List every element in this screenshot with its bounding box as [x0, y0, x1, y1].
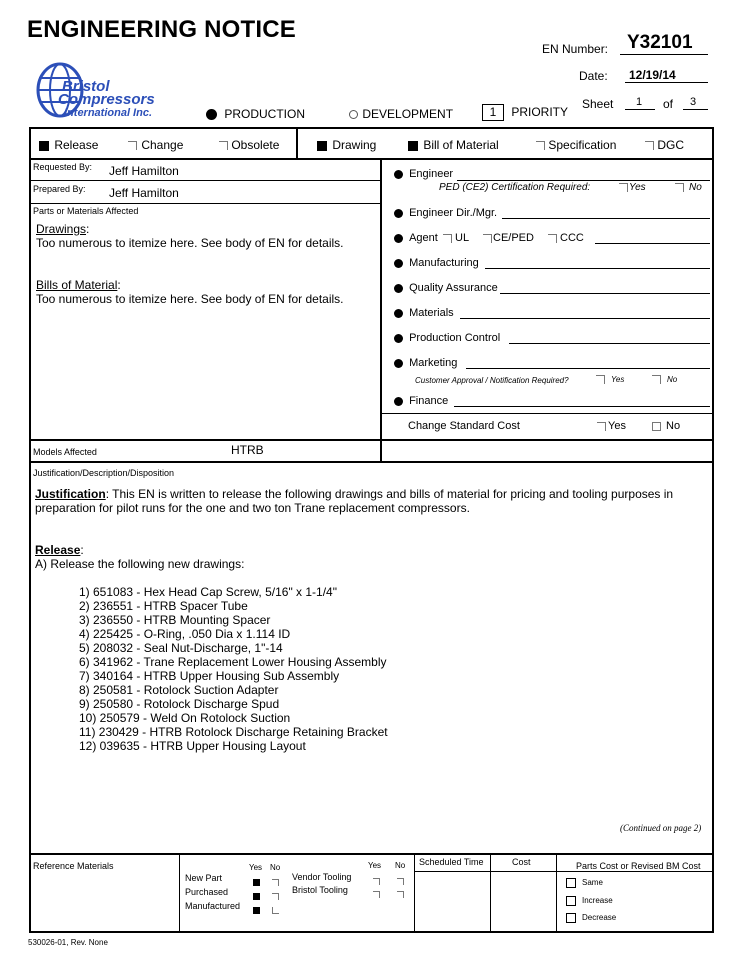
- manufactured-yes[interactable]: [253, 902, 260, 920]
- checkbox-empty-icon: [483, 234, 492, 243]
- checkbox-empty-icon: [373, 891, 380, 898]
- scheduled-time-label: Scheduled Time: [419, 857, 484, 867]
- vendor-tooling-label: Vendor Tooling: [292, 872, 352, 882]
- en-number-label: EN Number:: [542, 42, 609, 56]
- bullet-icon: [394, 209, 403, 218]
- ped-yes-option[interactable]: Yes: [619, 182, 646, 193]
- checkbox-empty-icon: [536, 141, 545, 150]
- approval-marketing[interactable]: Marketing: [394, 357, 457, 369]
- type-dgc[interactable]: DGC: [645, 138, 684, 152]
- requested-by-value[interactable]: Jeff Hamilton: [109, 164, 179, 178]
- en-number: Y32101: [627, 32, 693, 53]
- bullet-icon: [394, 334, 403, 343]
- checkbox-empty-icon: [645, 141, 654, 150]
- checkbox-empty-icon: [373, 878, 380, 885]
- checkbox-empty-icon: [566, 913, 576, 923]
- release-items-list: [79, 585, 388, 753]
- bullet-icon: [394, 170, 403, 179]
- agent-ceped-option[interactable]: CE/PED: [483, 232, 534, 244]
- checkbox-empty-icon: [219, 141, 228, 150]
- drawings-heading: Drawings:: [36, 222, 90, 236]
- approval-manufacturing[interactable]: Manufacturing: [394, 257, 479, 269]
- models-affected-value[interactable]: HTRB: [231, 443, 264, 457]
- development-option[interactable]: DEVELOPMENT: [349, 107, 453, 121]
- cost-same-option[interactable]: Same: [566, 878, 603, 888]
- checkbox-empty-icon: [397, 878, 404, 885]
- checkbox-checked-icon: [408, 141, 418, 151]
- radio-selected-icon: [206, 109, 217, 120]
- checkbox-empty-icon: [652, 422, 661, 431]
- checkbox-empty-icon: [597, 422, 606, 431]
- checkbox-checked-icon: [253, 879, 260, 886]
- bullet-icon: [394, 309, 403, 318]
- customer-approval-no[interactable]: No: [652, 375, 677, 384]
- drawings-text: Too numerous to itemize here. See body of EN for details.: [36, 236, 344, 250]
- list-item: 5) 208032 - Seal Nut-Discharge, 1"-14: [79, 641, 283, 655]
- list-item: 7) 340164 - HTRB Upper Housing Sub Assembly: [79, 669, 340, 683]
- approval-engineer[interactable]: Engineer: [394, 168, 453, 180]
- checkbox-empty-icon: [675, 183, 684, 192]
- bullet-icon: [394, 234, 403, 243]
- release-intro: A) Release the following new drawings:: [35, 557, 245, 571]
- continued-note: (Continued on page 2): [620, 823, 702, 833]
- checkbox-empty-icon: [566, 878, 576, 888]
- logo-line1: Bristol: [62, 78, 110, 95]
- list-item: 11) 230429 - HTRB Rotolock Discharge Retaining Bracket: [79, 725, 388, 739]
- requested-by-label: Requested By:: [33, 162, 93, 172]
- list-item: 3) 236550 - HTRB Mounting Spacer: [79, 613, 271, 627]
- list-item: 9) 250580 - Rotolock Discharge Spud: [79, 697, 280, 711]
- cost-increase-option[interactable]: Increase: [566, 896, 613, 906]
- date-value: 12/19/14: [629, 68, 676, 82]
- customer-approval-yes[interactable]: Yes: [596, 375, 624, 384]
- bristol-tooling-label: Bristol Tooling: [292, 885, 348, 895]
- customer-approval-label: Customer Approval / Notification Required?: [415, 376, 569, 385]
- checkbox-empty-icon: [566, 896, 576, 906]
- checkbox-empty-icon: [272, 879, 279, 886]
- tooling-no-header: No: [395, 861, 406, 870]
- type-change[interactable]: Change: [128, 138, 183, 152]
- std-cost-no-option[interactable]: No: [652, 420, 680, 432]
- page-title: ENGINEERING NOTICE: [27, 16, 296, 43]
- manufactured-label: Manufactured: [185, 901, 241, 911]
- bristol-tooling-no[interactable]: [397, 886, 404, 904]
- sheet-number: 1: [636, 96, 643, 108]
- approval-engineer-dir[interactable]: Engineer Dir./Mgr.: [394, 207, 497, 219]
- bristol-tooling-yes[interactable]: [373, 886, 380, 904]
- yes-header: Yes: [249, 863, 263, 872]
- priority-number: 1: [482, 104, 504, 121]
- purchased-label: Purchased: [185, 887, 229, 897]
- list-item: 12) 039635 - HTRB Upper Housing Layout: [79, 739, 306, 753]
- parts-affected-label: Parts or Materials Affected: [33, 206, 139, 216]
- bom-text: Too numerous to itemize here. See body of EN for details.: [36, 292, 344, 306]
- priority-field[interactable]: 1 PRIORITY: [482, 104, 568, 121]
- std-cost-yes-option[interactable]: Yes: [597, 420, 626, 432]
- bullet-icon: [394, 284, 403, 293]
- models-affected-label: Models Affected: [33, 447, 97, 457]
- cost-decrease-option[interactable]: Decrease: [566, 913, 616, 923]
- parts-cost-label: Parts Cost or Revised BM Cost: [576, 861, 701, 871]
- checkbox-empty-icon: [619, 183, 628, 192]
- ped-certification-label: PED (CE2) Certification Required:: [439, 182, 591, 193]
- type-release[interactable]: Release: [39, 138, 98, 152]
- approval-finance[interactable]: Finance: [394, 395, 448, 407]
- reference-materials-label: Reference Materials: [33, 861, 114, 871]
- type-drawing[interactable]: Drawing: [317, 138, 376, 152]
- list-item: 8) 250581 - Rotolock Suction Adapter: [79, 683, 279, 697]
- release-heading: Release:: [35, 543, 84, 557]
- approval-production-control[interactable]: Production Control: [394, 332, 500, 344]
- justification-paragraph: Justification: This EN is written to release the following drawings and bills of material for pricing and tooling purposes in preparation for pilot runs for the one and two ton Trane replacement compressors.: [35, 487, 674, 515]
- sheet-of-label: of: [663, 97, 674, 111]
- agent-ccc-option[interactable]: CCC: [548, 232, 584, 244]
- ped-no-option[interactable]: No: [675, 182, 702, 193]
- bullet-icon: [394, 397, 403, 406]
- change-standard-cost-label: Change Standard Cost: [408, 420, 520, 432]
- list-item: 4) 225425 - O-Ring, .050 Dia x 1.114 ID: [79, 627, 291, 641]
- radio-empty-icon: [349, 110, 358, 119]
- type-specification[interactable]: Specification: [536, 138, 616, 152]
- new-part-label: New Part: [185, 873, 223, 883]
- company-logo: [36, 62, 196, 122]
- agent-ul-option[interactable]: UL: [443, 232, 469, 244]
- production-option[interactable]: PRODUCTION: [206, 107, 305, 121]
- approval-materials[interactable]: Materials: [394, 307, 454, 319]
- checkbox-empty-icon: [652, 375, 661, 384]
- section-label: Justification/Description/Disposition: [33, 468, 175, 478]
- approval-quality-assurance[interactable]: Quality Assurance: [394, 282, 498, 294]
- checkbox-checked-icon: [253, 893, 260, 900]
- checkbox-empty-icon: [272, 907, 279, 914]
- prepared-by-value[interactable]: Jeff Hamilton: [109, 186, 179, 200]
- manufactured-no[interactable]: [272, 902, 279, 920]
- bullet-icon: [394, 259, 403, 268]
- list-item: 2) 236551 - HTRB Spacer Tube: [79, 599, 248, 613]
- date-label: Date:: [579, 69, 608, 83]
- checkbox-empty-icon: [272, 893, 279, 900]
- no-header: No: [270, 863, 281, 872]
- checkbox-empty-icon: [128, 141, 137, 150]
- prepared-by-label: Prepared By:: [33, 184, 86, 194]
- type-bill-of-material[interactable]: Bill of Material: [408, 138, 499, 152]
- checkbox-checked-icon: [317, 141, 327, 151]
- list-item: 10) 250579 - Weld On Rotolock Suction: [79, 711, 291, 725]
- list-item: 6) 341962 - Trane Replacement Lower Housing Assembly: [79, 655, 387, 669]
- checkbox-empty-icon: [443, 234, 452, 243]
- checkbox-empty-icon: [596, 375, 605, 384]
- approval-agent[interactable]: Agent: [394, 232, 438, 244]
- bullet-icon: [394, 359, 403, 368]
- list-item: 1) 651083 - Hex Head Cap Screw, 5/16" x 1-1/4": [79, 585, 337, 599]
- logo-line2: Compressors: [58, 91, 155, 108]
- checkbox-checked-icon: [253, 907, 260, 914]
- cost-label: Cost: [512, 857, 531, 867]
- form-number: 530026-01, Rev. None: [28, 938, 108, 947]
- bom-heading: Bills of Material:: [36, 278, 121, 292]
- tooling-yes-header: Yes: [368, 861, 382, 870]
- sheet-total: 3: [690, 96, 697, 108]
- checkbox-empty-icon: [397, 891, 404, 898]
- checkbox-checked-icon: [39, 141, 49, 151]
- sheet-label: Sheet: [582, 97, 614, 111]
- logo-line3: International Inc.: [64, 107, 153, 119]
- checkbox-empty-icon: [548, 234, 557, 243]
- type-obsolete[interactable]: Obsolete: [219, 138, 279, 152]
